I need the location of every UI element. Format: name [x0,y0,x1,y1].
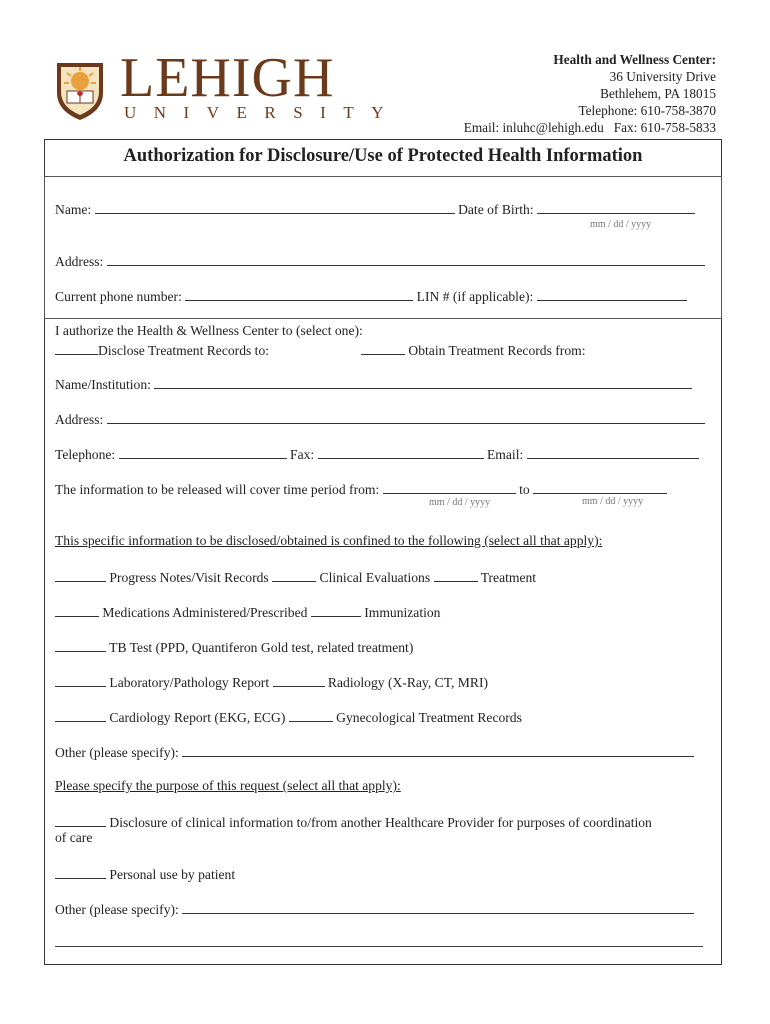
personal-label: Personal use by patient [109,867,236,882]
disclose-row [55,341,269,359]
form-title: Authorization for Disclosure/Use of Protected Health Information [123,146,643,166]
patient-address-row [55,252,705,270]
name-field[interactable] [95,200,455,214]
institution-address-field[interactable] [107,410,705,424]
period-label: The information to be released will cover time period from: [55,482,380,497]
gyn-checkbox[interactable] [289,708,333,722]
medications-checkbox[interactable] [55,603,99,617]
immunization-label: Immunization [364,605,441,620]
info-other-row [55,743,694,761]
logo-wordmark: LEHIGH [120,47,335,109]
purpose-other-label: Other (please specify): [55,902,179,917]
cardiology-label: Cardiology Report (EKG, ECG) [109,710,286,725]
coord-checkbox[interactable] [55,813,106,827]
authorize-intro: I authorize the Health & Wellness Center to (select one): [55,323,363,338]
institution-address-row [55,410,705,428]
purpose-coord-row [55,813,652,831]
dob-field[interactable] [537,200,695,214]
coord-label: Disclosure of clinical information to/from another Healthcare Provider for purposes of coordination [109,815,652,830]
period-to-hint: mm / dd / yyyy [582,496,644,507]
info-other-field[interactable] [182,743,694,757]
period-row [55,480,667,498]
contact-row [55,445,699,463]
fax-field[interactable] [318,445,484,459]
obtain-label: Obtain Treatment Records from: [408,343,586,358]
phone-label: Current phone number: [55,289,182,304]
purpose-other-row [55,900,694,918]
purpose-personal-row [55,865,235,883]
period-to-label: to [519,482,530,497]
institution-row [55,375,692,393]
phone-field[interactable] [185,287,413,301]
period-from-hint: mm / dd / yyyy [429,497,491,508]
lab-checkbox[interactable] [55,673,106,687]
contact-city: Bethlehem, PA 18015 [600,86,716,101]
contact-email-fax: Email: inluhc@lehigh.edu Fax: 610-758-5833 [463,120,716,135]
disclose-label: Disclose Treatment Records to: [98,343,270,358]
obtain-row [361,341,585,359]
university-shield-logo [55,59,105,121]
institution-address-label: Address: [55,412,104,427]
fax-label: Fax: [290,447,315,462]
institution-field[interactable] [154,375,692,389]
email-field[interactable] [527,445,699,459]
purpose-other-extra-line[interactable] [55,946,703,947]
contact-street: 36 University Drive [609,69,716,84]
immunization-checkbox[interactable] [311,603,361,617]
info-row-4 [55,673,488,691]
institution-label: Name/Institution: [55,377,151,392]
progress-label: Progress Notes/Visit Records [109,570,269,585]
cardiology-checkbox[interactable] [55,708,106,722]
disclose-checkbox[interactable] [55,341,98,355]
personal-checkbox[interactable] [55,865,106,879]
info-row-5 [55,708,522,726]
info-row-3 [55,638,413,656]
clinical-label: Clinical Evaluations [319,570,431,585]
info-row-2 [55,603,440,621]
contact-org: Health and Wellness Center: [553,52,716,67]
telephone-field[interactable] [119,445,287,459]
patient-name-row [55,200,695,218]
info-other-label: Other (please specify): [55,745,179,760]
tb-label: TB Test (PPD, Quantiferon Gold test, related treatment) [109,640,414,655]
treatment-label: Treatment [480,570,537,585]
purpose-heading: Please specify the purpose of this request (select all that apply): [55,778,401,793]
address-field[interactable] [107,252,705,266]
patient-phone-row [55,287,687,305]
radiology-label: Radiology (X-Ray, CT, MRI) [327,675,489,690]
dob-label: Date of Birth: [458,202,534,217]
info-heading: This specific information to be disclosed/obtained is confined to the following (select all that apply): [55,533,603,548]
contact-phone: Telephone: 610-758-3870 [578,103,716,118]
lin-field[interactable] [537,287,687,301]
dob-hint: mm / dd / yyyy [590,219,652,230]
logo-subtitle: UNIVERSITY [124,103,401,122]
coord-label-cont: of care [55,830,93,845]
contact-block [464,51,716,136]
period-from-field[interactable] [383,480,516,494]
address-label: Address: [55,254,104,269]
treatment-checkbox[interactable] [434,568,478,582]
progress-checkbox[interactable] [55,568,106,582]
radiology-checkbox[interactable] [273,673,325,687]
telephone-label: Telephone: [55,447,116,462]
email-label: Email: [487,447,524,462]
clinical-checkbox[interactable] [272,568,316,582]
lin-label: LIN # (if applicable): [416,289,534,304]
gyn-label: Gynecological Treatment Records [336,710,522,725]
tb-checkbox[interactable] [55,638,106,652]
period-to-field[interactable] [533,480,667,494]
obtain-checkbox[interactable] [361,341,405,355]
purpose-other-field[interactable] [182,900,694,914]
info-row-1 [55,568,536,586]
medications-label: Medications Administered/Prescribed [102,605,308,620]
lab-label: Laboratory/Pathology Report [109,675,270,690]
name-label: Name: [55,202,92,217]
